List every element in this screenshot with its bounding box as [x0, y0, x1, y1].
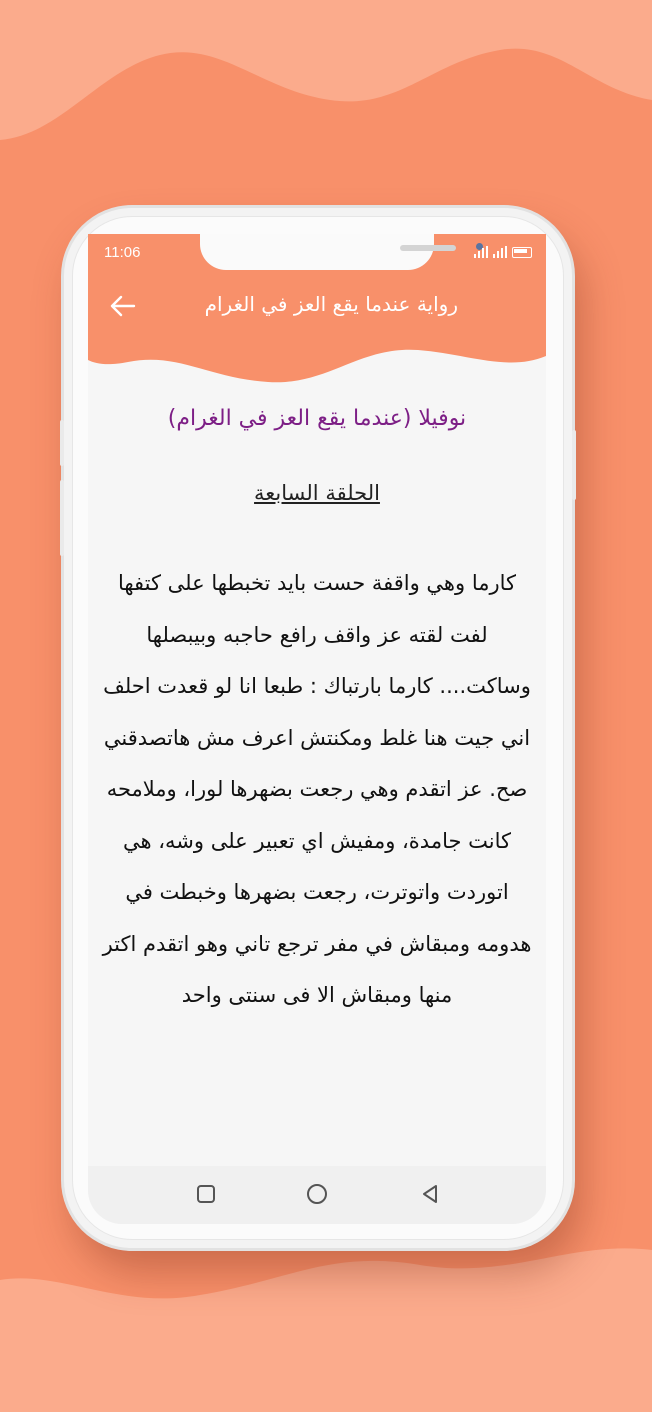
app-bar-title: رواية عندما يقع العز في الغرام — [204, 292, 458, 316]
status-time: 11:06 — [104, 244, 141, 261]
novel-title: نوفيلا (عندما يقع العز في الغرام) — [167, 406, 467, 431]
chapter-body-text: كارما وهي واقفة حست بايد تخبطها على كتفها لفت لقته عز واقف رافع حاجبه وبيبصلها وساكت.... كارما بارتباك : طبعا انا لو قعدت احلف اني جيت هنا غلط ومكنتش اعرف مش هاتصدقني صح. عز اتقدم وهي رجعت بضهرها لورا، وملامحه كانت جامدة، ومفيش اي تعبير على وشه، هي اتوردت واتوترت، رجعت بضهرها وخبطت في هدومه ومبقاش في مفر ترجع تاني وهو اتقدم اكتر منها ومبقاش الا فى سنتى واحد — [102, 571, 532, 1007]
speaker-grille — [400, 245, 456, 251]
status-icons — [474, 246, 532, 258]
episode-title: الحلقة السابعة — [254, 481, 380, 505]
signal-icon — [474, 246, 488, 258]
side-button-power — [572, 430, 576, 500]
square-recents-icon[interactable] — [194, 1182, 218, 1206]
app-bar — [88, 234, 546, 344]
battery-icon — [512, 247, 532, 258]
side-button-volume-down — [60, 480, 64, 556]
chapter-content — [102, 400, 532, 1022]
signal-icon-2 — [493, 246, 507, 258]
triangle-back-icon[interactable] — [418, 1182, 442, 1206]
system-nav-bar — [88, 1166, 546, 1224]
circle-home-icon[interactable] — [305, 1182, 329, 1206]
app-screen — [88, 234, 546, 1224]
back-arrow-icon[interactable] — [110, 294, 136, 318]
app-bar-wave — [88, 342, 546, 392]
display-notch — [200, 234, 434, 270]
side-button-volume-up — [60, 420, 64, 466]
